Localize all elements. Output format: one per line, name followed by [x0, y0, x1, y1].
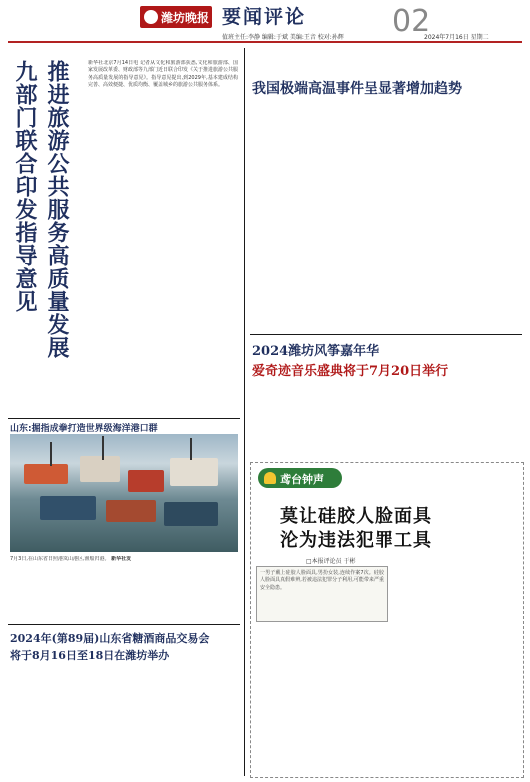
logo-text: 潍坊晚报	[161, 11, 210, 25]
column-body-right	[392, 568, 516, 770]
lead-divider	[8, 418, 240, 419]
bell-icon	[264, 472, 276, 484]
music-title-line2: 爱奇迹音乐盛典将于7月20日举行	[252, 364, 449, 379]
column-badge	[258, 468, 342, 488]
column-divider	[244, 48, 245, 776]
column-summary: 一男子戴上硅胶人脸面具,男扮女装,连续作案7次。硅胶人脸面具真假难辨,若被违法犯罪分子利用,可能带来严重安全隐患。	[260, 570, 384, 591]
music-body-text	[252, 384, 522, 456]
photo-caption-text	[10, 556, 238, 616]
lead-title-col2: 九部门联合印发指导意见	[12, 60, 38, 313]
photo-caption-title: 山东:掘指成拳打造世界级海洋港口群	[10, 424, 158, 434]
header-rule	[8, 41, 522, 43]
logo-icon	[144, 10, 158, 24]
page-number: 02	[392, 4, 431, 39]
column-body-left	[256, 624, 386, 770]
date-line: 2024年7月16日 星期二	[424, 34, 489, 41]
lead-title-col1: 推进旅游公共服务高质量发展	[44, 60, 70, 359]
section-title: 要闻评论	[222, 6, 307, 28]
column-summary-box	[256, 566, 388, 622]
expo-divider	[8, 624, 240, 625]
column-title-line1: 莫让硅胶人脸面具	[280, 506, 432, 527]
staff-line: 值班主任:李静 编辑:于斌 美编:王音 校对:孙辉	[222, 34, 344, 41]
column-title-line2: 沦为违法犯罪工具	[280, 530, 432, 551]
weather-title: 我国极端高温事件呈显著增加趋势	[252, 81, 462, 97]
lead-body-text	[88, 122, 238, 422]
expo-title-line1: 2024年(第89届)山东省糖酒商品交易会	[10, 632, 210, 645]
weather-body-text	[252, 100, 522, 328]
music-title-line1: 2024潍坊风筝嘉年华	[252, 344, 380, 359]
header-logo	[140, 6, 212, 28]
lead-intro: 新华社北京7月14日电 记者从文化和旅游部获悉,文化和旅游部、国家发展改革委、财政部等九部门近日联合印发《关于推进旅游公共服务高质量发展的指导意见》。指导意见提出,到2029年,基本建成结构完善、高效便捷、优质均衡、覆盖城乡的旅游公共服务体系。	[88, 60, 238, 89]
photo-credit: 新华社发	[111, 556, 132, 562]
column-byline: □本报评论员 于彬	[306, 558, 356, 565]
expo-body-text	[10, 666, 238, 776]
expo-title-line2: 将于8月16日至18日在潍坊举办	[10, 649, 170, 662]
column-badge-text: 鸢台钟声	[280, 473, 324, 486]
photo-caption: 7月3日,在山东省日照港岚山港区,渔船归港。	[10, 556, 110, 562]
music-divider	[250, 334, 522, 335]
harbor-photo	[10, 434, 238, 552]
